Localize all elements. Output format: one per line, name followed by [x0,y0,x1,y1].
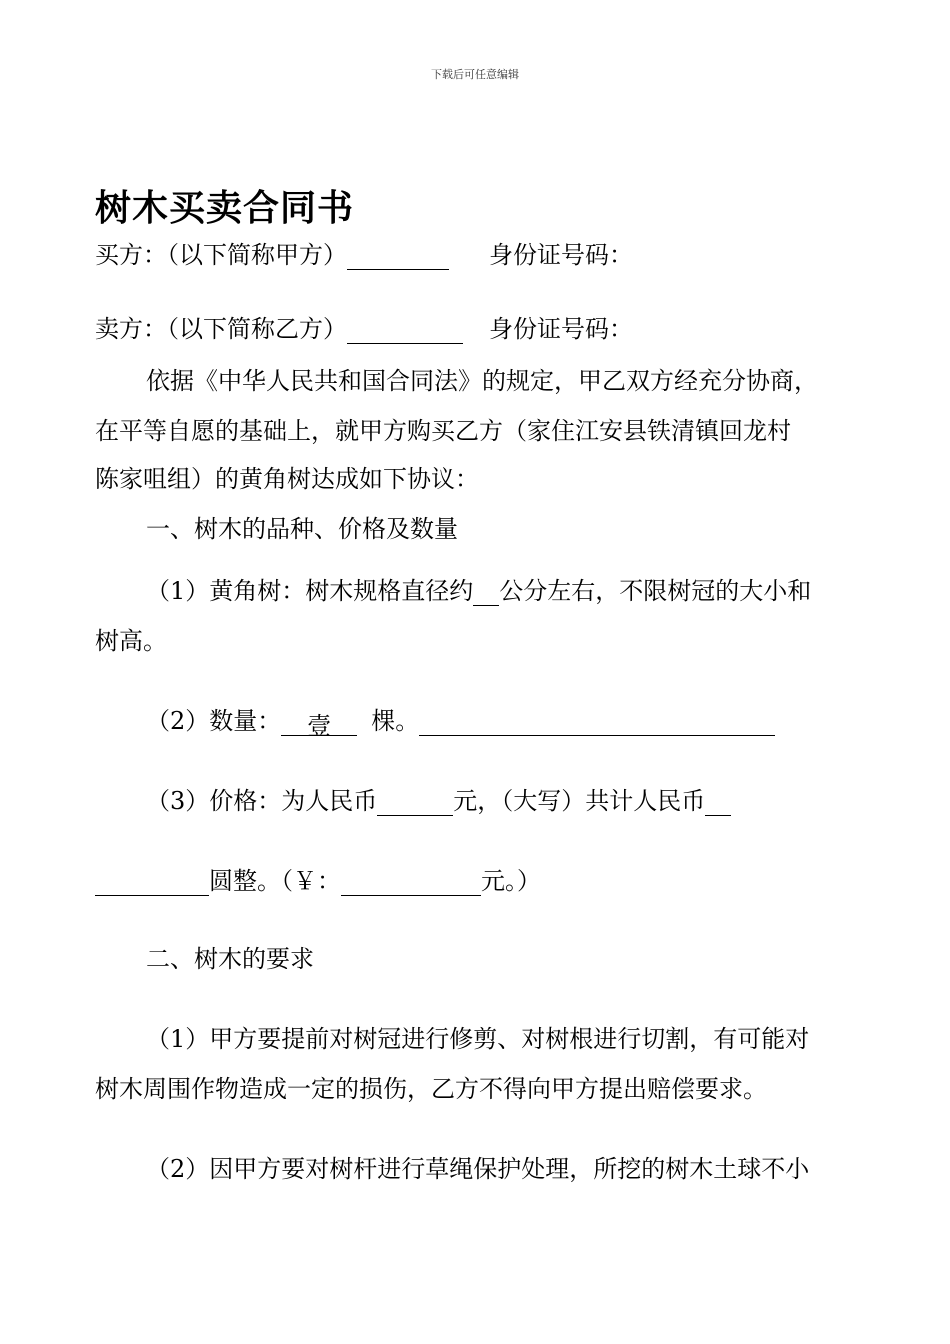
section1-item3-text-d: 元。） [481,867,541,895]
buyer-name-blank [347,245,449,270]
intro-line-2: 在平等自愿的基础上，就甲方购买乙方（家住江安县铁清镇回龙村 [95,417,791,445]
section1-item2 [146,706,775,740]
section1-item3-text-b: 元，（大写）共计人民币 [453,787,706,815]
section2-item1: （1）甲方要提前对树冠进行修剪、对树根进行切割，有可能对 [146,1025,810,1053]
section2-heading: 二、树木的要求 [146,945,314,973]
diameter-blank [473,581,499,606]
section1-item3-text-c: 圆整。（￥： [209,867,341,895]
price-words-blank-start [705,791,731,816]
document-title: 树木买卖合同书 [95,188,355,229]
quantity-value: 壹 [307,712,332,740]
section2-item2: （2）因甲方要对树杆进行草绳保护处理，所挖的树木土球不小 [146,1155,810,1183]
section1-item1 [146,576,811,606]
section1-item2-text-b: 棵。 [371,707,420,735]
quantity-trailing-blank [419,711,775,736]
section2-item1-cont: 树木周围作物造成一定的损伤，乙方不得向甲方提出赔偿要求。 [95,1075,767,1103]
section1-item3-text-a: （3）价格：为人民币 [146,787,378,815]
quantity-blank [281,711,357,740]
seller-name-blank [347,319,463,344]
header-note: 下载后可任意编辑 [431,68,519,81]
section1-item3 [146,786,731,816]
seller-label: 卖方：（以下简称乙方） [95,315,347,343]
section1-heading: 一、树木的品种、价格及数量 [146,515,458,543]
seller-id-label: 身份证号码： [489,315,633,343]
buyer-label: 买方：（以下简称甲方） [95,241,347,269]
seller-line [95,314,633,344]
price-blank [377,791,453,816]
intro-line-3: 陈家咀组）的黄角树达成如下协议： [95,465,479,493]
section1-item1-cont: 树高。 [95,627,167,655]
buyer-id-label: 身份证号码： [489,241,633,269]
intro-line-1: 依据《中华人民共和国合同法》的规定，甲乙双方经充分协商， [146,367,818,395]
section1-item3-cont [95,866,541,896]
price-yuan-blank [341,871,481,896]
section1-item1-text-a: （1）黄角树：树木规格直径约 [146,577,474,605]
buyer-line [95,240,633,270]
price-words-blank-end [95,871,209,896]
section1-item1-text-b: 公分左右，不限树冠的大小和 [499,577,812,605]
section1-item2-text-a: （2）数量： [146,707,282,735]
